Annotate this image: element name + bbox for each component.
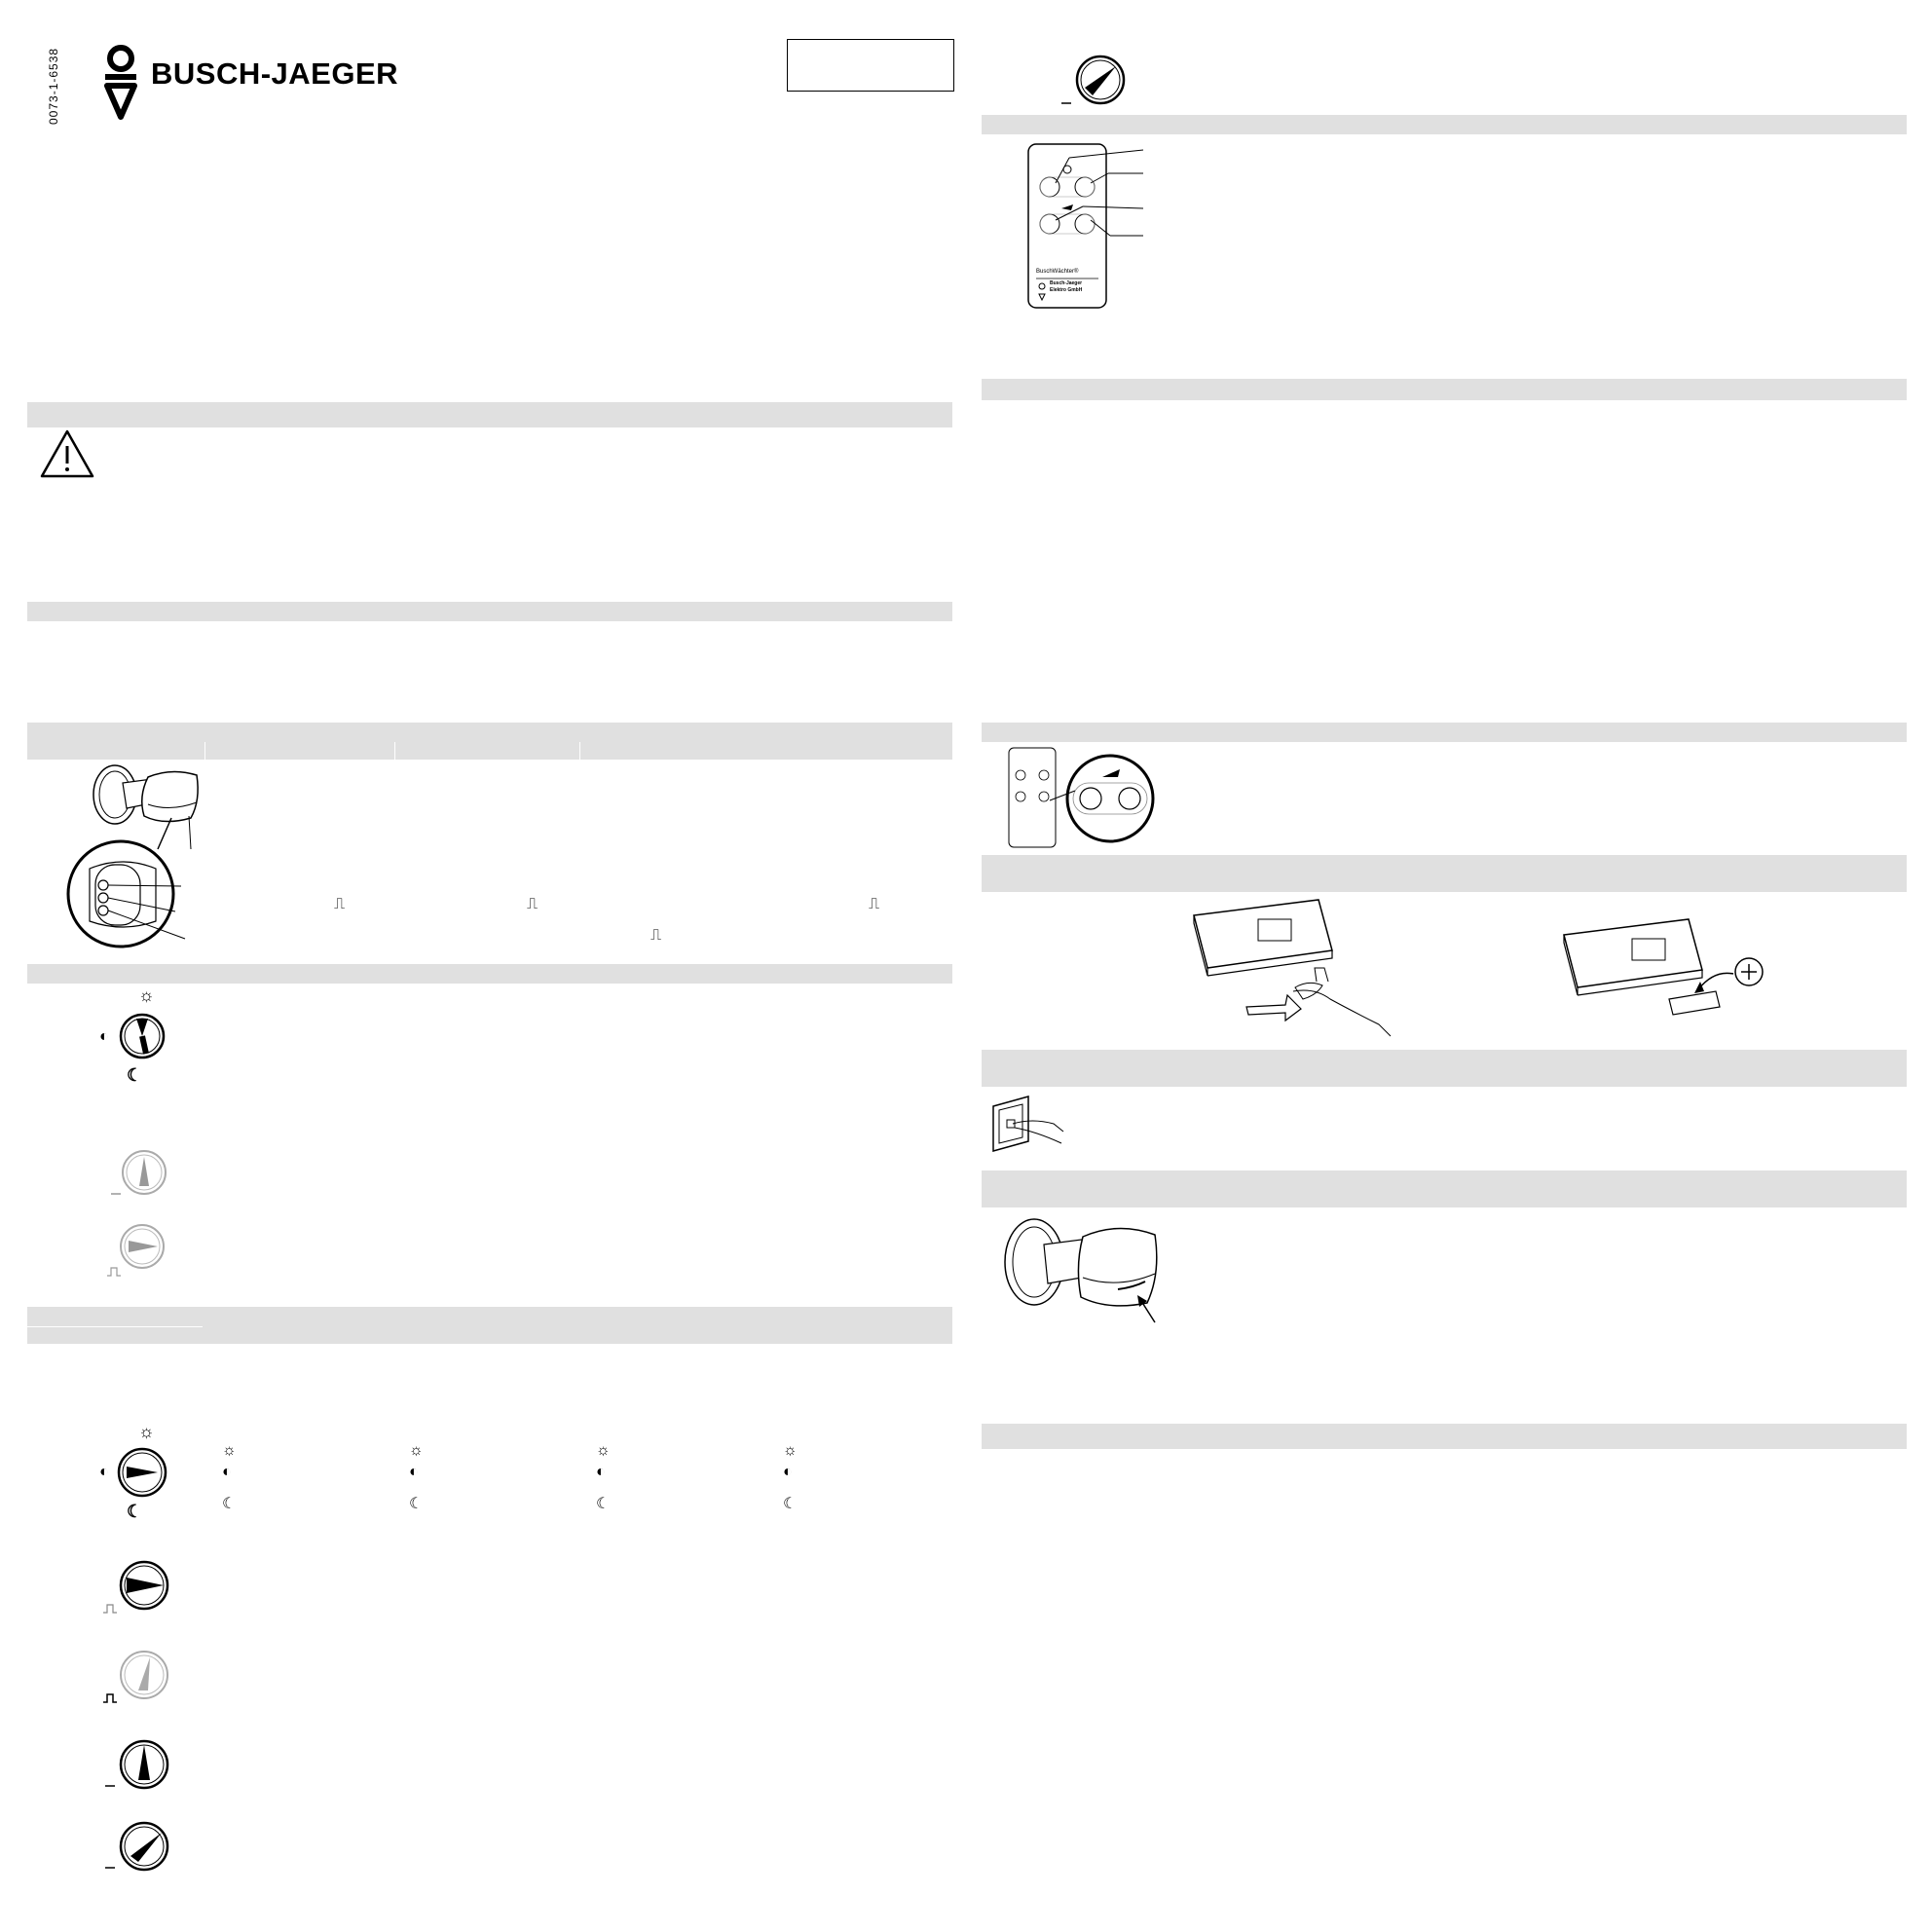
dial-pulse-grey-icon <box>101 1648 173 1708</box>
table-half-3: ◐ <box>596 1464 606 1480</box>
dial-pulse-black-icon <box>101 1558 173 1618</box>
remote-maker-label-1: Busch-Jaeger <box>1050 280 1083 286</box>
dial-minus-top-icon <box>1058 53 1130 109</box>
table-moon-2: ☾ <box>409 1496 424 1512</box>
section-bar-battery <box>982 855 1907 892</box>
pulse-symbol-2: ⎍ <box>527 896 539 912</box>
section-bar-intended-use <box>27 602 952 621</box>
pulse-symbol-4: ⎍ <box>650 927 662 944</box>
table-half-2: ◐ <box>409 1464 419 1480</box>
half-moon-symbol: ◐ <box>99 1028 109 1045</box>
table-sun-2: ☼ <box>409 1442 424 1459</box>
dial-grey-1-icon <box>111 1147 179 1202</box>
table-moon-4: ☾ <box>783 1496 798 1512</box>
busch-jaeger-logo-icon <box>101 43 144 121</box>
dial-minus-1-icon <box>105 1737 173 1798</box>
brightness-dial-large-icon <box>113 1443 171 1502</box>
remote-maker-label-2: Elektro GmbH <box>1050 287 1083 293</box>
brand-name: BUSCH-JAEGER <box>151 56 399 91</box>
wall-switch-hand-icon <box>989 1093 1067 1157</box>
section-bar-function <box>982 379 1907 400</box>
remote-open-battery-icon <box>1188 894 1412 1042</box>
section-bar-time-setting <box>27 1307 952 1344</box>
remote-holiday-button-icon <box>1007 746 1157 849</box>
moon-symbol-large: ☾ <box>127 1502 143 1521</box>
table-sun-3: ☼ <box>596 1442 611 1459</box>
section-bar-technical-data <box>982 1424 1907 1449</box>
pulse-symbol-3: ⎍ <box>869 896 880 912</box>
section-bar-remote-control <box>982 115 1907 134</box>
section-bar-cleaning <box>982 1170 1907 1208</box>
table-sun-1: ☼ <box>222 1442 237 1459</box>
section-bar-light-sensor <box>27 964 952 984</box>
label-box <box>787 39 954 92</box>
table-half-1: ◐ <box>222 1464 232 1480</box>
pulse-symbol-1: ⎍ <box>334 896 346 912</box>
warning-triangle-icon <box>39 428 95 479</box>
sun-symbol: ☼ <box>138 985 155 1005</box>
brightness-dial-icon <box>115 1009 169 1063</box>
table-moon-3: ☾ <box>596 1496 611 1512</box>
dial-minus-2-icon <box>105 1819 173 1879</box>
half-moon-symbol-large: ◐ <box>99 1464 109 1480</box>
section-bar-commissioning <box>982 1050 1907 1087</box>
moon-symbol: ☾ <box>127 1065 143 1085</box>
table-sun-4: ☼ <box>783 1442 798 1459</box>
document-number: 0073-1-6538 <box>47 47 60 125</box>
section-bar-safety <box>27 402 952 427</box>
remote-control-icon <box>1026 142 1143 312</box>
sun-symbol-large: ☼ <box>138 1422 155 1441</box>
dial-grey-2-icon <box>105 1221 173 1283</box>
remote-battery-insert-icon <box>1558 913 1763 1040</box>
motion-detector-device-icon <box>55 762 210 947</box>
motion-detector-clean-icon <box>1001 1213 1161 1330</box>
table-moon-1: ☾ <box>222 1496 237 1512</box>
table-half-4: ◐ <box>783 1464 793 1480</box>
section-bar-operating-elements <box>27 723 952 760</box>
remote-brand-label: BuschWächter® <box>1036 269 1079 275</box>
section-bar-holiday-mode <box>982 723 1907 742</box>
